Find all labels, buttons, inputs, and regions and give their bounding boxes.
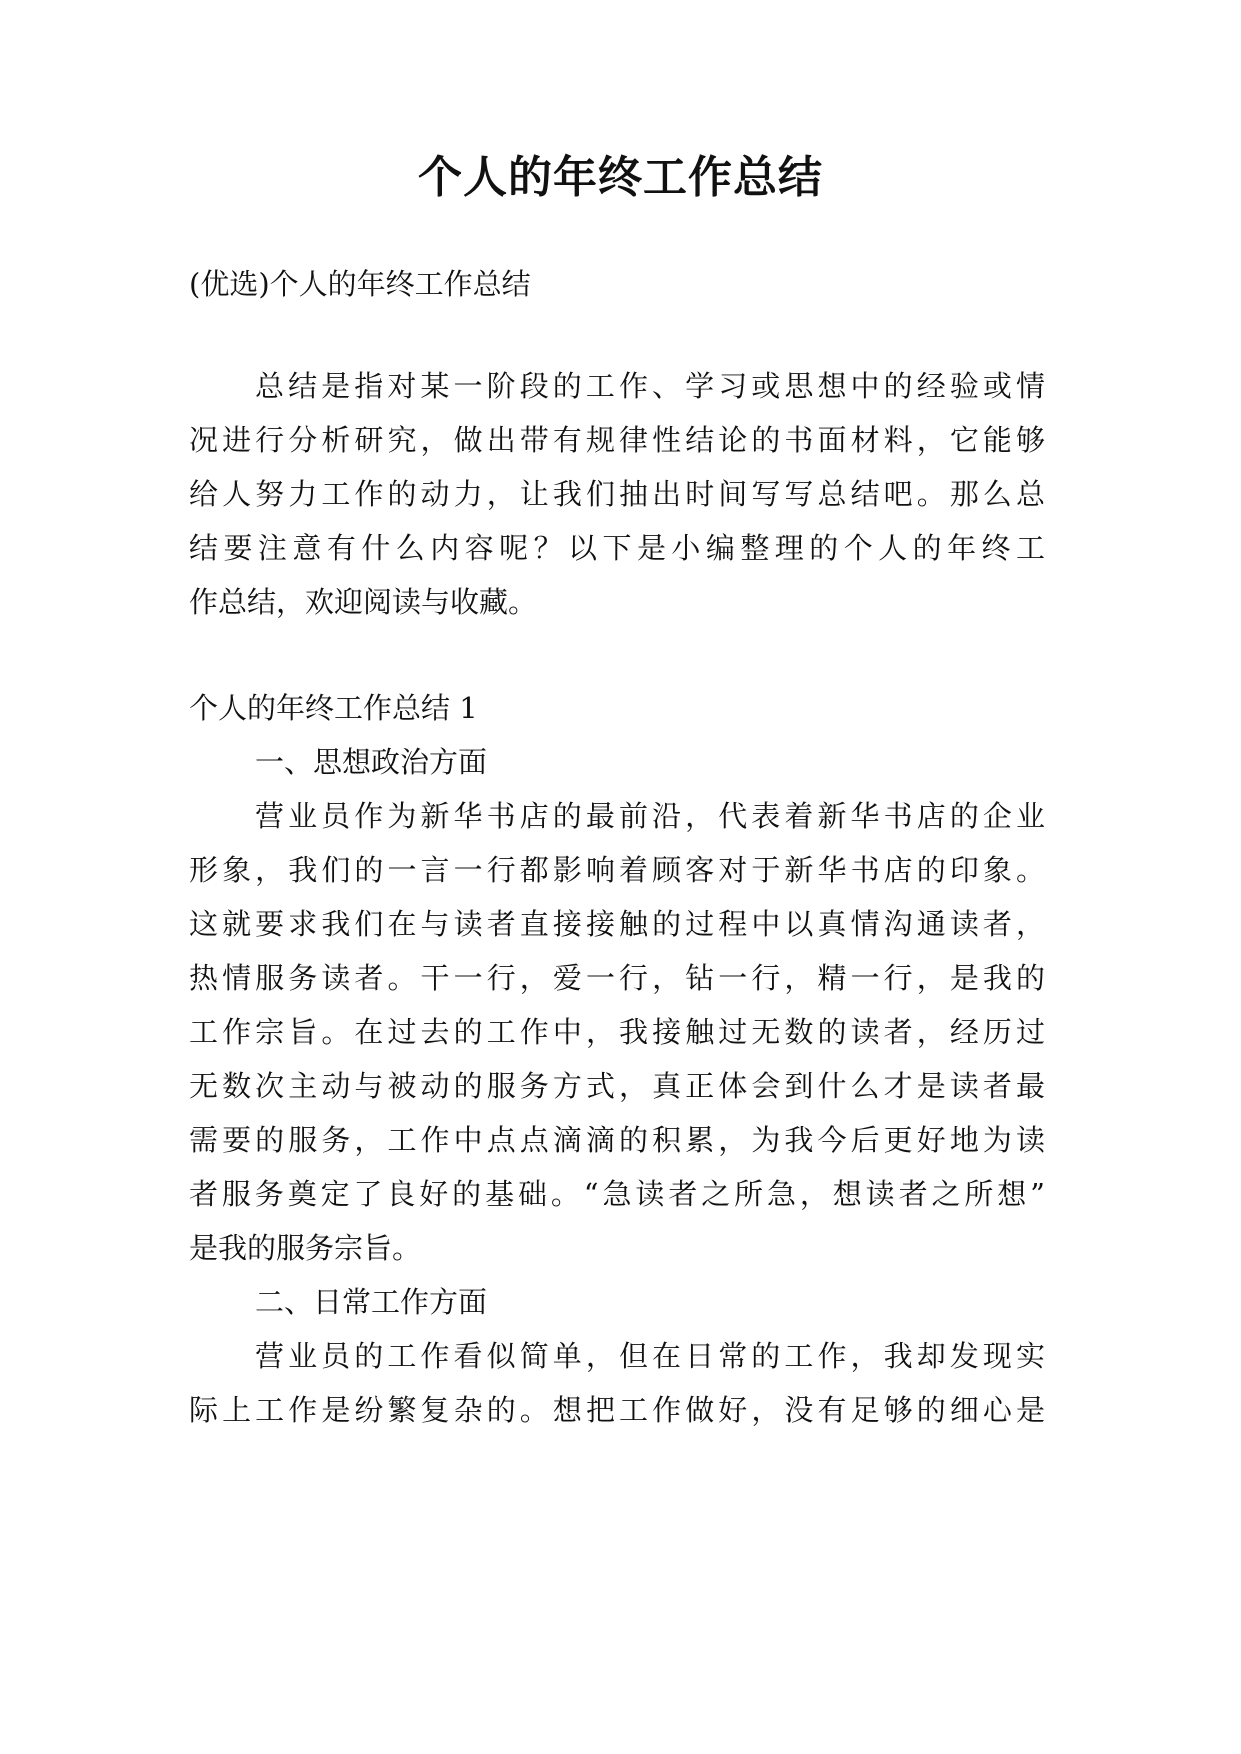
intro-line: 给人努力工作的动力，让我们抽出时间写写总结吧。那么总 [189,477,1045,511]
part-heading: 一、思想政治方面 [255,745,488,779]
document-subtitle: (优选)个人的年终工作总结 [189,267,531,301]
body-line: 营业员的工作看似简单，但在日常的工作，我却发现实 [255,1339,1045,1373]
body-line: 热情服务读者。干一行，爱一行，钻一行，精一行，是我的 [189,961,1045,995]
intro-line: 总结是指对某一阶段的工作、学习或思想中的经验或情 [255,369,1045,403]
body-line: 工作宗旨。在过去的工作中，我接触过无数的读者，经历过 [189,1015,1045,1049]
body-line: 际上工作是纷繁复杂的。想把工作做好，没有足够的细心是 [189,1393,1045,1427]
body-line: 无数次主动与被动的服务方式，真正体会到什么才是读者最 [189,1069,1045,1103]
body-line: 是我的服务宗旨。 [189,1231,422,1265]
intro-line: 结要注意有什么内容呢？以下是小编整理的个人的年终工 [189,531,1045,565]
intro-line: 况进行分析研究，做出带有规律性结论的书面材料，它能够 [189,423,1045,457]
body-line: 者服务奠定了良好的基础。“急读者之所急，想读者之所想” [189,1177,1045,1211]
body-line: 这就要求我们在与读者直接接触的过程中以真情沟通读者， [189,907,1045,941]
body-line: 需要的服务，工作中点点滴滴的积累，为我今后更好地为读 [189,1123,1045,1157]
part-heading: 二、日常工作方面 [255,1285,488,1319]
intro-line: 作总结，欢迎阅读与收藏。 [189,585,538,619]
body-line: 形象，我们的一言一行都影响着顾客对于新华书店的印象。 [189,853,1045,887]
body-line: 营业员作为新华书店的最前沿，代表着新华书店的企业 [255,799,1045,833]
document-title: 个人的年终工作总结 [418,152,823,203]
section-heading: 个人的年终工作总结 1 [189,691,478,725]
